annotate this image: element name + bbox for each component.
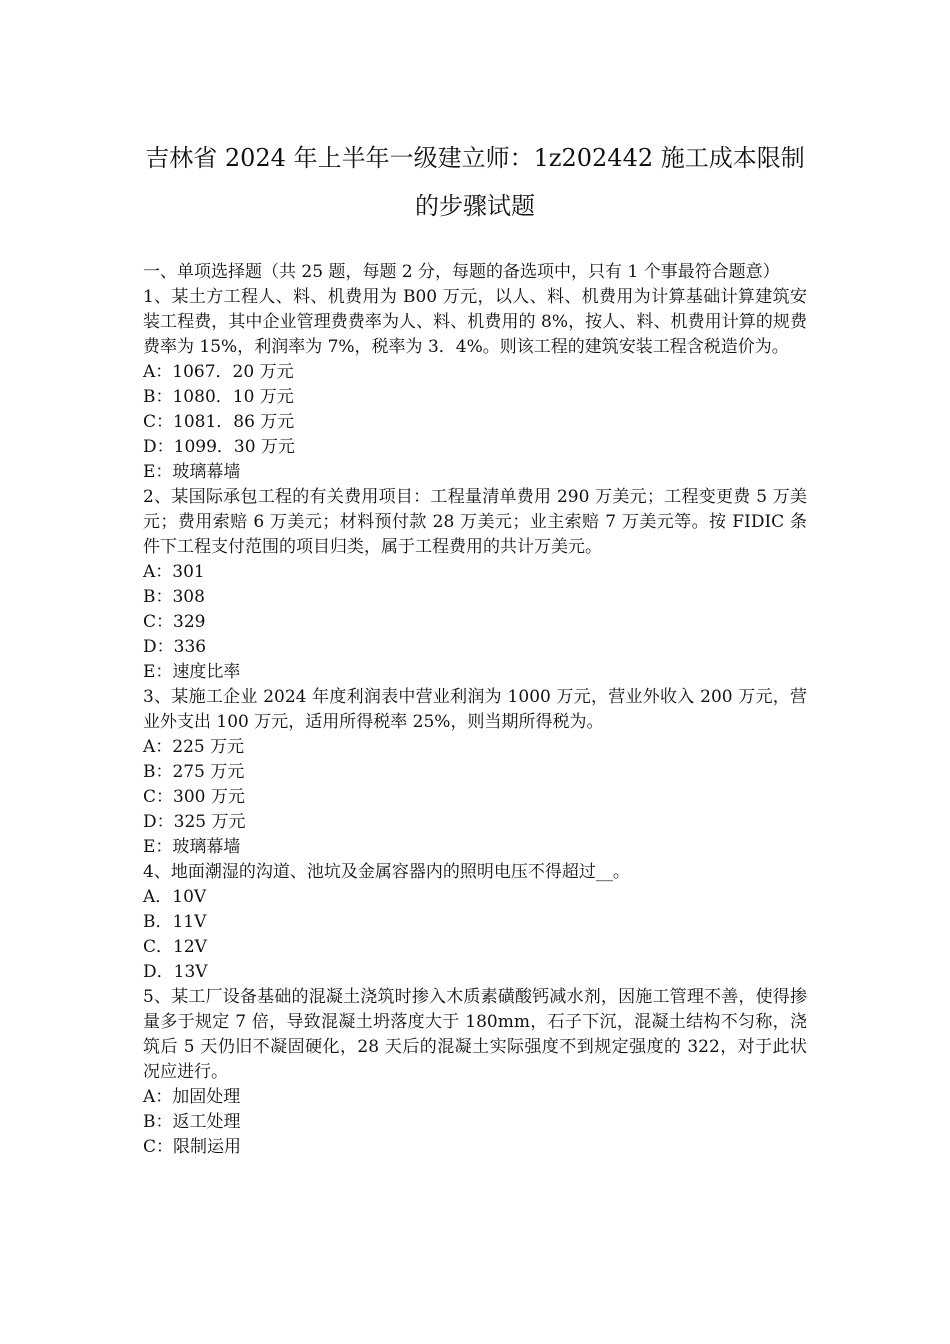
option-b: B．11V bbox=[143, 912, 207, 932]
question-3 bbox=[143, 685, 807, 860]
option-a: A：加固处理 bbox=[143, 1087, 241, 1107]
option-d: D：336 bbox=[143, 637, 207, 657]
option-c: C：329 bbox=[143, 612, 206, 632]
option-b: B：返工处理 bbox=[143, 1112, 241, 1132]
option-c: C：300 万元 bbox=[143, 787, 245, 807]
option-d: D：1099．30 万元 bbox=[143, 437, 295, 457]
document-title: 吉林省 2024 年上半年一级建立师：1z202442 施工成本限制的步骤试题 bbox=[145, 144, 805, 220]
option-b: B：308 bbox=[143, 587, 205, 607]
option-a: A：301 bbox=[143, 562, 205, 582]
option-e: E：玻璃幕墙 bbox=[143, 462, 241, 482]
option-a: A：1067．20 万元 bbox=[143, 362, 294, 382]
question-stem: 2、某国际承包工程的有关费用项目：工程量清单费用 290 万美元；工程变更费 5 万美元；费用索赔 6 万美元；材料预付款 28 万美元；业主索赔 7 万美元等。按 FIDIC 条件下工程支付范围的项目归类，属于工程费用的共计万美元。 bbox=[143, 487, 807, 557]
question-stem: 4、地面潮湿的沟道、池坑及金属容器内的照明电压不得超过__。 bbox=[143, 862, 630, 882]
question-4 bbox=[143, 860, 807, 985]
option-c: C．12V bbox=[143, 937, 207, 957]
option-e: E：玻璃幕墙 bbox=[143, 837, 241, 857]
question-stem: 1、某土方工程人、料、机费用为 B00 万元，以人、料、机费用为计算基础计算建筑安装工程费，其中企业管理费费率为人、料、机费用的 8%，按人、料、机费用计算的规费费率为 15%，利润率为 7%，税率为 3．4%。则该工程的建筑安装工程含税造价为。 bbox=[143, 287, 807, 357]
option-b: B：1080．10 万元 bbox=[143, 387, 294, 407]
question-stem: 5、某工厂设备基础的混凝土浇筑时掺入木质素磺酸钙减水剂，因施工管理不善，使得掺量多于规定 7 倍，导致混凝土坍落度大于 180mm，石子下沉，混凝土结构不匀称，浇筑后 5 天仍旧不凝固硬化，28 天后的混凝土实际强度不到规定强度的 322，对于此状况应进行。 bbox=[143, 987, 807, 1082]
option-a: A：225 万元 bbox=[143, 737, 245, 757]
option-c: C：限制运用 bbox=[143, 1137, 242, 1157]
question-1 bbox=[143, 285, 807, 485]
option-c: C：1081．86 万元 bbox=[143, 412, 295, 432]
option-e: E：速度比率 bbox=[143, 662, 241, 682]
option-b: B：275 万元 bbox=[143, 762, 245, 782]
document-body bbox=[143, 260, 807, 1160]
option-a: A．10V bbox=[143, 887, 207, 907]
question-stem: 3、某施工企业 2024 年度利润表中营业利润为 1000 万元，营业外收入 200 万元，营业外支出 100 万元，适用所得税率 25%，则当期所得税为。 bbox=[143, 687, 807, 732]
option-d: D：325 万元 bbox=[143, 812, 246, 832]
question-2 bbox=[143, 485, 807, 685]
question-5 bbox=[143, 985, 807, 1160]
section-heading: 一、单项选择题（共 25 题，每题 2 分，每题的备选项中，只有 1 个事最符合题意） bbox=[143, 262, 780, 282]
option-d: D．13V bbox=[143, 962, 208, 982]
